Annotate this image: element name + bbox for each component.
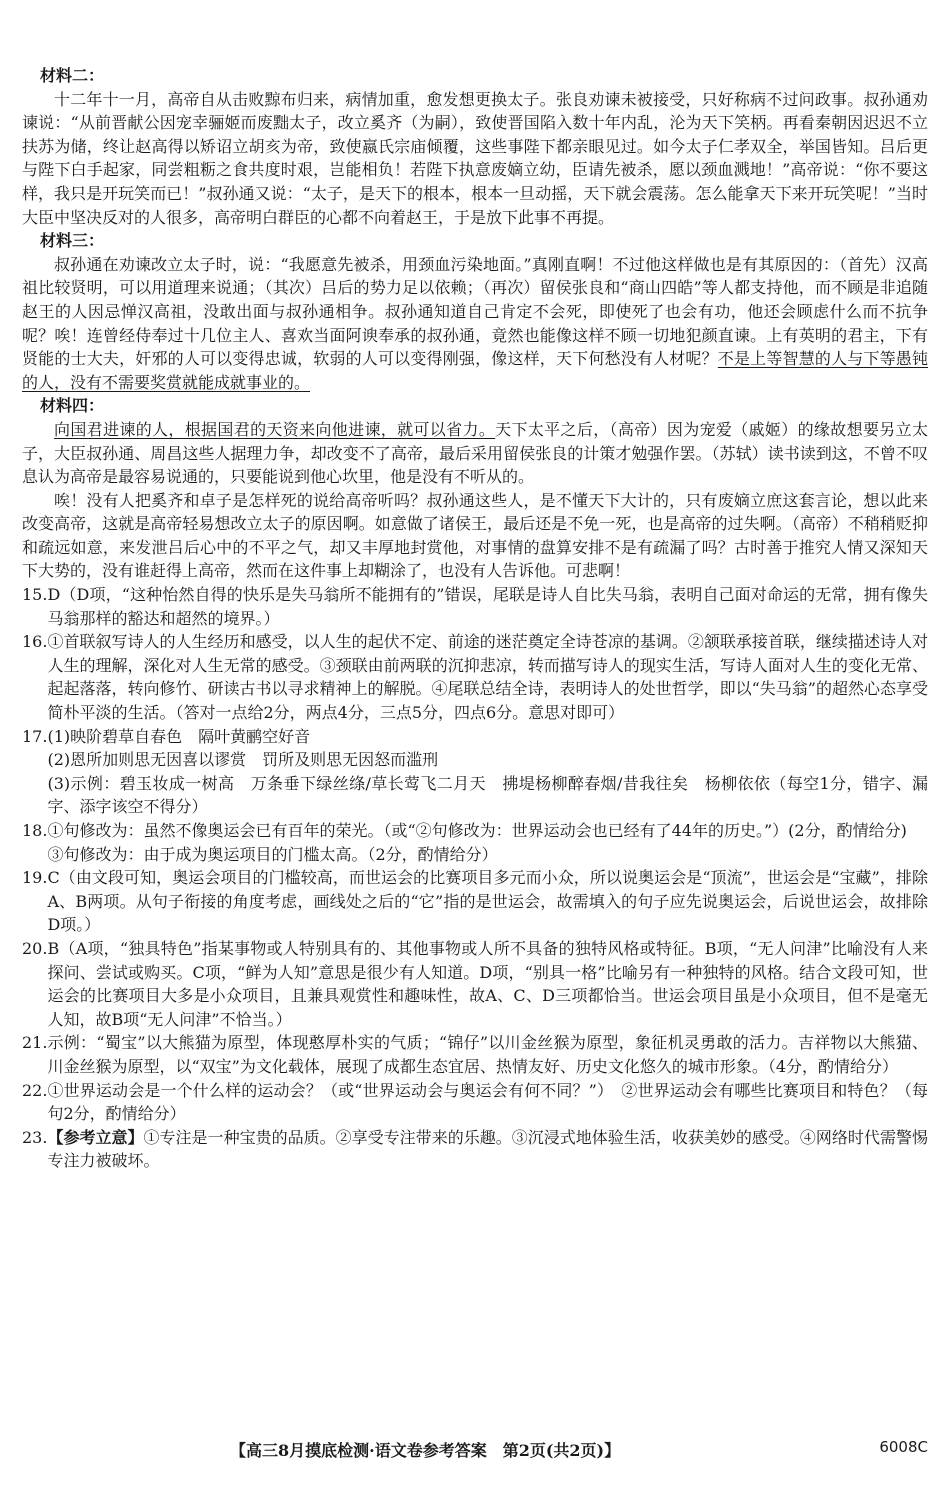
answer-text-3: (3)示例：碧玉妆成一树高 万条垂下绿丝绦/草长莺飞二月天 拂堤杨柳醉春烟/昔我往矣 杨柳依依（每空1分，错字、漏字、添字该空不得分） <box>47 773 928 817</box>
answer-number: 22. <box>22 1080 48 1100</box>
material3-text-main: 叔孙通在劝谏改立太子时，说：“我愿意先被杀，用颈血污染地面。”真刚直啊！不过他这样做也是有其原因的：（首先）汉高祖比较贤明，可以用道理来说通；（其次）吕后的势力足以依赖；（再次）留侯张良和“商山四皓”等人都支持他，而不顾是非追随赵王的人因忌惮汉高祖，没敢出面与叔孙通相争。叔孙通知道自己肯定不会死，即使死了也会有功，他还会顾虑什么而不抗争呢？唉！连曾经侍奉过十几位主人、喜欢当面阿谀奉承的叔孙通，竟然也能像这样不顾一切地犯颜直谏。上有英明的君主，下有贤能的士大夫，奸邪的人可以变得忠诚，软弱的人可以变得刚强，像这样，天下何愁没有人材呢？ <box>22 254 928 369</box>
answer-text-2: ③句修改为：由于成为奥运项目的门槛太高。（2分，酌情给分） <box>47 844 498 864</box>
material4-paragraph-1 <box>22 418 928 489</box>
material3-text <box>22 253 928 395</box>
answer-number: 16. <box>22 632 48 652</box>
answer-text: 示例：“蜀宝”以大熊猫为原型，体现憨厚朴实的气质；“锦仔”以川金丝猴为原型，象征机灵勇敢的活力。吉祥物以大熊猫、川金丝猴为原型，以“双宝”为文化载体，展现了成都生态宜居、热情友好、历史文化悠久的城市形象。（4分，酌情给分） <box>47 1033 928 1076</box>
answer-number: 17. <box>22 726 48 746</box>
material2-text: 十二年十一月，高帝自从击败黥布归来，病情加重，愈发想更换太子。张良劝谏未被接受，只好称病不过问政事。叔孙通劝谏说：“从前晋献公因宠幸骊姬而废黜太子，改立奚齐（为嗣），致使晋国陷入数十年内乱，沦为天下笑柄。再看秦朝因迟迟不立扶苏为储，终让赵高得以矫诏立胡亥为帝，致使嬴氏宗庙倾覆，这些事陛下都亲眼见过。如今太子仁孝双全，举国皆知。吕后更与陛下白手起家，同尝粗粝之食共度时艰，岂能相负！若陛下执意废嫡立幼，臣请先被杀，愿以颈血溅地！”高帝说：“你不要这样，我只是开玩笑而已！”叔孙通又说：“太子，是天下的根本，根本一旦动摇，天下就会震荡。怎么能拿天下来开玩笑呢！”当时大臣中坚决反对的人很多，高帝明白群臣的心都不向着赵王，于是放下此事不再提。 <box>22 89 928 227</box>
answer-text: C（由文段可知，奥运会项目的门槛较高，而世运会的比赛项目多元而小众，所以说奥运会是“顶流”，世运会是“宝藏”，排除A、B两项。从句子衔接的角度考虑，画线处之后的“它”指的是世运会，故需填入的句子应先说奥运会，后说世运会，故排除D项。） <box>47 868 928 935</box>
answer-text: ①首联叙写诗人的人生经历和感受，以人生的起伏不定、前途的迷茫奠定全诗苍凉的基调。②颔联承接首联，继续描述诗人对人生的理解，深化对人生无常的感受。③颈联由前两联的沉抑悲凉，转而描写诗人的现实生活，写诗人面对人生的变化无常、起起落落，转向修竹、研读古书以寻求精神上的解脱。④尾联总结全诗，表明诗人的处世哲学，即以“失马翁”的超然心态享受简朴平淡的生活。（答对一点给2分，两点4分，三点5分，四点6分。意思对即可） <box>47 632 928 723</box>
answer-item-23 <box>22 1126 928 1173</box>
answer-item-16 <box>22 630 928 724</box>
answer-list <box>22 583 928 1173</box>
answer-text-2: (2)恩所加则思无因喜以谬赏 罚所及则思无因怒而滥刑 <box>47 750 439 770</box>
answer-number: 18. <box>22 821 48 840</box>
answer-text-1: (1)映阶碧草自春色 隔叶黄鹂空好音 <box>47 726 311 746</box>
material4-paragraph-1-rest: 天下太平之后，（高帝）因为宠爱（戚姬）的缘故想要另立太子，大臣叔孙通、周昌这些人据理力争，却改变不了高帝，最后采用留侯张良的计策才勉强作罢。（苏轼）读书读到这，不曾不叹息认为高帝是最容易说通的，只要能说到他心坎里，他是没有不听从的。 <box>22 419 928 487</box>
answer-number: 20. <box>22 938 48 958</box>
answer-item-20 <box>22 937 928 1031</box>
material4-heading: 材料四： <box>40 396 105 416</box>
material2-heading: 材料二： <box>40 66 105 85</box>
answer-item-18 <box>22 819 928 866</box>
answer-number: 15. <box>22 585 48 605</box>
material3-underlined-sentence: 不是上等智慧的人与下等愚钝的人，没有不需要奖赏就能成就事业的。 <box>22 349 928 392</box>
answer-text: D（D项，“这种怡然自得的快乐是失马翁所不能拥有的”错误，尾联是诗人自比失马翁，表明自己面对命运的无常，拥有像失马翁那样的豁达和超然的境界。） <box>47 585 928 628</box>
answer-text-1: ①句修改为：虽然不像奥运会已有百年的荣光。（或“②句修改为：世界运动会也已经有了44年的历史。”）(2分，酌情给分) <box>47 821 907 840</box>
material4-underlined-sentence: 向国君进谏的人，根据国君的天资来向他进谏，就可以省力。 <box>54 419 496 439</box>
material3-heading: 材料三： <box>40 231 105 251</box>
material4-paragraph-2: 唉！没有人把奚齐和卓子是怎样死的说给高帝听吗？叔孙通这些人，是不懂天下大计的，只有废嫡立庶这套言论，想以此来改变高帝，这就是高帝轻易想改立太子的原因啊。如意做了诸侯王，最后还是不免一死，也是高帝的过失啊。（高帝）不稍稍贬抑和疏远如意，来发泄吕后心中的不平之气，却又丰厚地封赏他，对事情的盘算安排不是有疏漏了吗？古时善于推究人情又深知天下大势的，没有谁赶得上高帝，然而在这件事上却糊涂了，也没有人告诉他。可悲啊！ <box>22 490 928 581</box>
footer-code: 6008C <box>879 1438 928 1456</box>
answer-number: 23. <box>22 1127 48 1147</box>
footer-title: 【高三8月摸底检测·语文卷参考答案 第2页(共2页)】 <box>230 1441 621 1460</box>
answer-text: B（A项，“独具特色”指某事物或人特别具有的、其他事物或人所不具备的独特风格或特征。B项，“无人问津”比喻没有人来探问、尝试或购买。C项，“鲜为人知”意思是很少有人知道。D项，“别具一格”比喻另有一种独特的风格。结合文段可知，世运会的比赛项目大多是小众项目，且兼具观赏性和趣味性，故A、C、D三项都恰当。世运会项目虽是小众项目，但不是毫无人知，故B项“无人问津”不恰当。） <box>47 938 928 1029</box>
answer-number: 21. <box>22 1033 48 1053</box>
answer-item-22 <box>22 1079 928 1126</box>
answer-item-19 <box>22 866 928 937</box>
answer-text-body: ①专注是一种宝贵的品质。②享受专注带来的乐趣。③沉浸式地体验生活，收获美妙的感受。④网络时代需警惕专注力被破坏。 <box>47 1127 928 1171</box>
answer-item-17 <box>22 725 928 819</box>
answer-item-15 <box>22 583 928 630</box>
answer-text <box>47 1126 928 1173</box>
answer-text: ①世界运动会是一个什么样的运动会？（或“世界运动会与奥运会有何不同？”） ②世界运动会有哪些比赛项目和特色？（每句2分，酌情给分） <box>47 1080 928 1124</box>
page-footer <box>0 1438 950 1464</box>
answer-number: 19. <box>22 868 48 888</box>
answer-item-21 <box>22 1031 928 1078</box>
reference-label: 【参考立意】 <box>47 1127 144 1147</box>
